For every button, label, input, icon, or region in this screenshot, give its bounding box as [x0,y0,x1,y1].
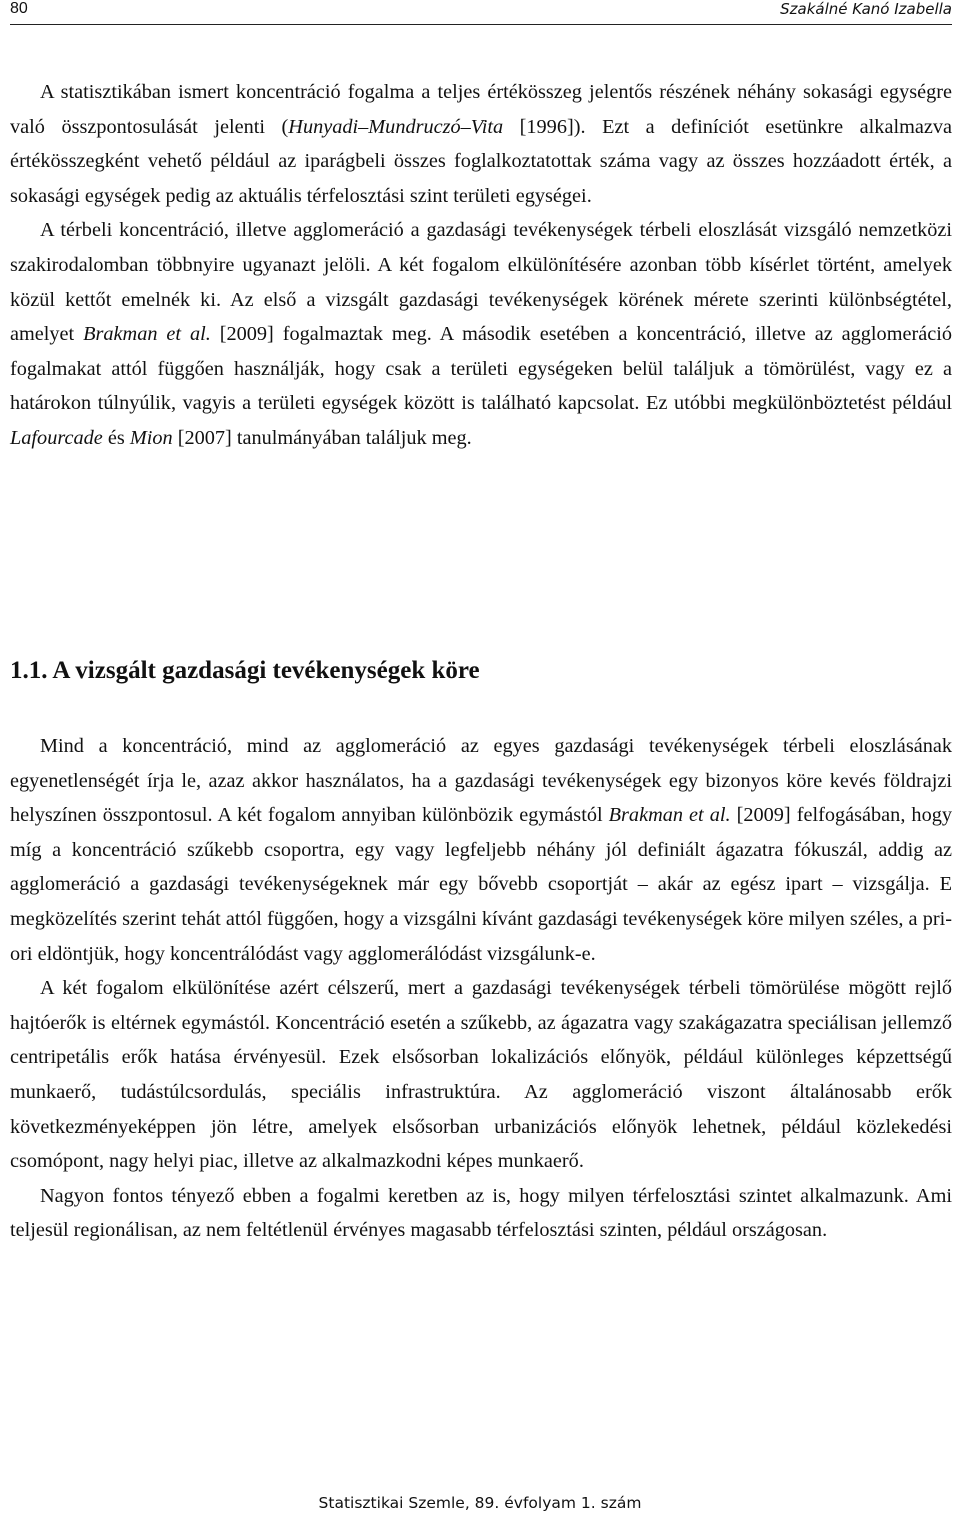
header-rule [10,24,952,25]
section-paragraph-2: A két fogalom elkülönítése azért célszerű, mert a gazdasági tevékenységek térbeli tömörülése mögött rejlő hajtóerők is eltérnek egymástól. Koncentráció esetén a szűkebb, az ágazatra vagy szakágazatra speciálisan jellemző centripetális erők hatása érvényesül. Ezek elsősorban lokalizációs előnyök, például különleges képzettségű munkaerő, tudástúlcsordulás, speciális infrastruktúra. Az agglomeráció viszont általánosabb erők következményeképpen jön létre, amelyek elsősorban urbanizációs előnyök lehetnek, például közlekedési csomópont, nagy helyi piac, illetve az alkalmazkodni képes munkaerő. [10,977,952,1173]
section-paragraph-3: Nagyon fontos tényező ebben a fogalmi keretben az is, hogy milyen térfelosztási szintet alkalmazunk. Ami teljesül regionálisan, az nem feltétlenül érvényes magasabb térfelosztási szinten, például országosan. [10,1184,952,1242]
intro-paragraph-2: A térbeli koncentráció, illetve agglomeráció a gazdasági tevékenységek térbeli eloszlását vizsgáló nemzetközi szakirodalomban többnyire ugyanazt jelöli. A két fogalom elkülönítésére azonban több kísérlet történt, amelyek közül kettőt emelnék ki. Az első a vizsgált gazdasági tevékenységek körének mérete szerinti különbségtétel, amelyet Brakman et al. [2009] fogalmaztak meg. A második esetében a koncentráció, illetve az agglomeráció fogalmakat attól függően használják, hogy csak a területi egységeken belül találjuk a tömörülést, vagy ez a határokon túlnyúlik, vagyis a területi egységek között is található kapcsolat. Ez utóbbi megkülönböztetést például Lafourcade és Mion [2007] tanulmányában találjuk meg. [10,219,952,449]
intro-paragraph-1: A statisztikában ismert koncentráció fogalma a teljes értékösszeg jelentős részének néhány sokasági egységre való összpontosulását jelenti (Hunyadi–Mundruczó–Vita [1996]). Ezt a definíciót esetünkre alkalmazva értékösszegként vehető például az iparágbeli összes foglalkoztatottak száma vagy az összes hozzáadott érték, a sokasági egységek pedig az aktuális térfelosztási szint területi egységei. [10,81,953,207]
journal-footer: Statisztikai Szemle, 89. évfolyam 1. szám [318,1494,642,1512]
author-running-head: Szakálné Kanó Izabella [780,0,952,18]
intro-block [10,75,952,456]
page-number: 80 [10,0,28,17]
section-body [10,729,952,1248]
section-heading: 1.1. A vizsgált gazdasági tevékenységek köre [10,657,480,684]
section-paragraph-1: Mind a koncentráció, mind az agglomeráció az egyes gazdasági tevékenységek térbeli eloszlásának egyenetlenségét írja le, azaz akkor használatos, ha a gazdasági tevékenységek egy bizonyos köre kevés földrajzi helyszínen összpontosul. A két fogalom annyiban különbözik egymástól Brakman et al. [2009] felfogásában, hogy míg a koncentráció szűkebb csoportra, egy vagy legfeljebb néhány jól definiált ágazatra fókuszál, addig az agglomeráció a gazdasági tevékenységeknek már egy bővebb csoportját – akár az egész ipart – vizsgálja. E megközelítés szerint tehát attól függően, hogy a vizsgálni kívánt gazdasági tevékenységek köre milyen széles, a priori eldöntjük, hogy koncentrálódást vagy agglomerálódást vizsgálunk-e. [10,735,952,965]
running-header [10,0,952,22]
